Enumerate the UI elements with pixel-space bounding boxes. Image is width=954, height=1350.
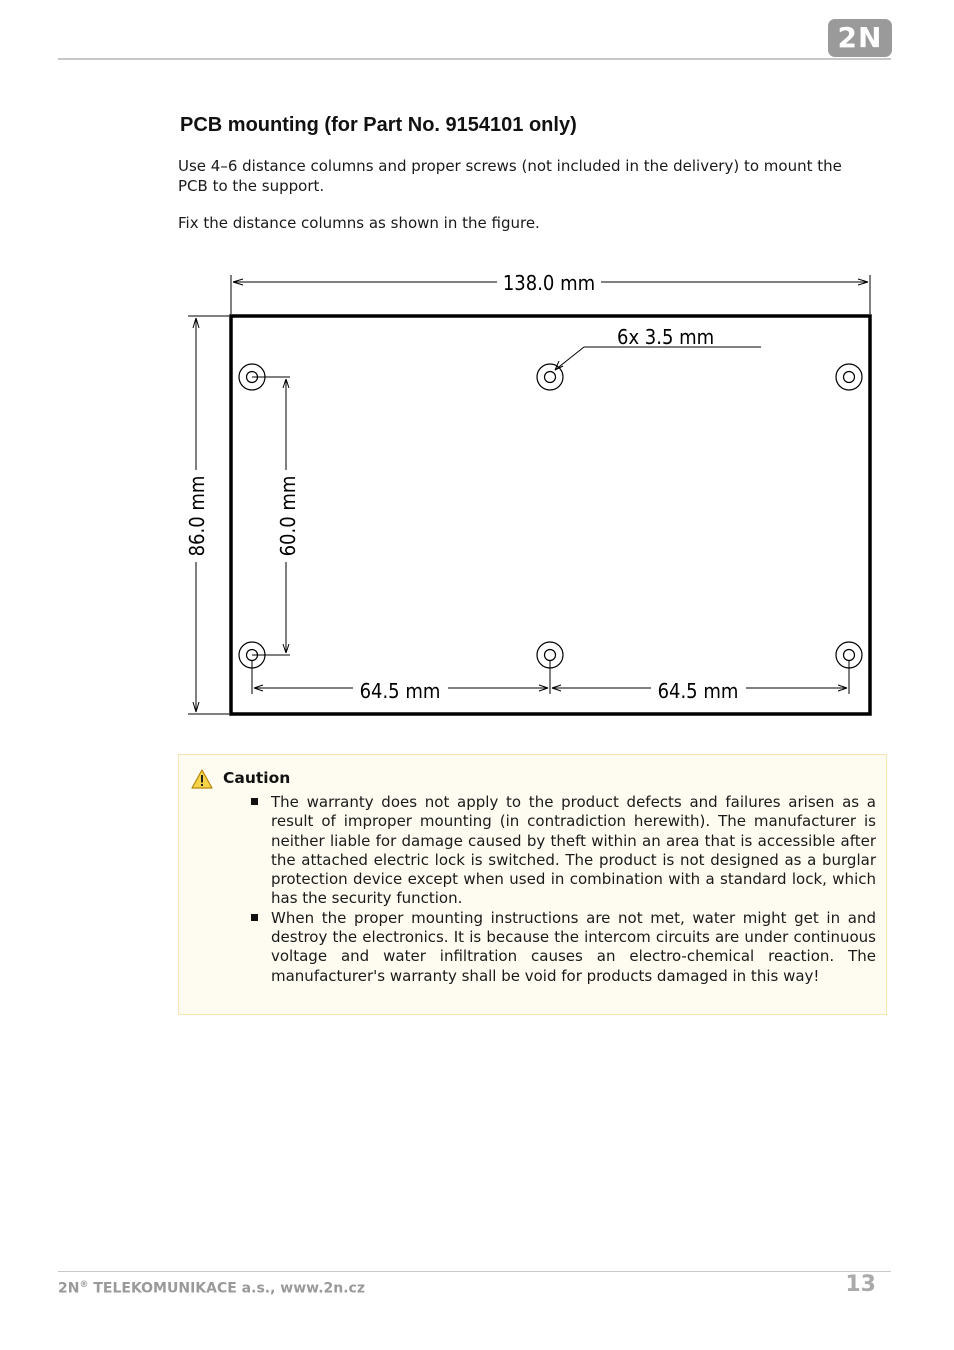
pcb-mounting-drawing [180, 265, 880, 725]
spacing-right-label: 64.5 mm [657, 679, 739, 703]
list-item [251, 909, 876, 986]
list-item [251, 793, 876, 909]
mounting-holes [239, 364, 862, 668]
caution-box [178, 754, 887, 1015]
inner-height-label: 60.0 mm [276, 475, 300, 557]
warning-triangle-icon [191, 769, 213, 789]
footer-brand: 2N [58, 1280, 80, 1297]
caution-item-text: When the proper mounting instructions are not met, water might get in and destroy the electronics. It is because the intercom circuits are under continuous voltage and water infiltration causes an electro-chemical reaction. The manufacturer's warranty shall be void for products damaged in this way! [271, 908, 876, 985]
caution-title: Caution [223, 769, 291, 787]
header-rule [58, 58, 891, 60]
brand-logo: 2N [828, 19, 892, 57]
height-label: 86.0 mm [185, 475, 209, 557]
pcb-outline [231, 316, 870, 714]
footer-company-rest: TELEKOMUNIKACE a.s., www.2n.cz [88, 1280, 365, 1297]
width-label: 138.0 mm [502, 271, 596, 295]
spacing-left-label: 64.5 mm [359, 679, 441, 703]
spacing-dimension [252, 660, 849, 694]
hole-callout-leader [555, 347, 761, 370]
hole-label: 6x 3.5 mm [617, 325, 715, 349]
hole-top-right [836, 364, 862, 390]
caution-item-text: The warranty does not apply to the product defects and failures arisen as a result of improper mounting (in contradiction herewith). The manufacturer is neither liable for damage caused by theft within an area that is accessible after the attached electric lock is switched. The product is not designed as a burglar protection device except when used in combination with a standard lock, which has the security function. [271, 793, 876, 908]
instruction-paragraph: Fix the distance columns as shown in the figure. [178, 214, 540, 232]
caution-list [251, 793, 876, 986]
section-title: PCB mounting (for Part No. 9154101 only) [180, 114, 577, 136]
bullet-square-icon [251, 798, 258, 805]
intro-paragraph: Use 4–6 distance columns and proper screws (not included in the delivery) to mount the PCB to the support. [178, 157, 842, 195]
footer-rule [58, 1271, 891, 1272]
page-number: 13 [845, 1272, 876, 1297]
bullet-square-icon [251, 914, 258, 921]
footer-company [58, 1280, 365, 1297]
registered-mark: ® [79, 1280, 89, 1290]
